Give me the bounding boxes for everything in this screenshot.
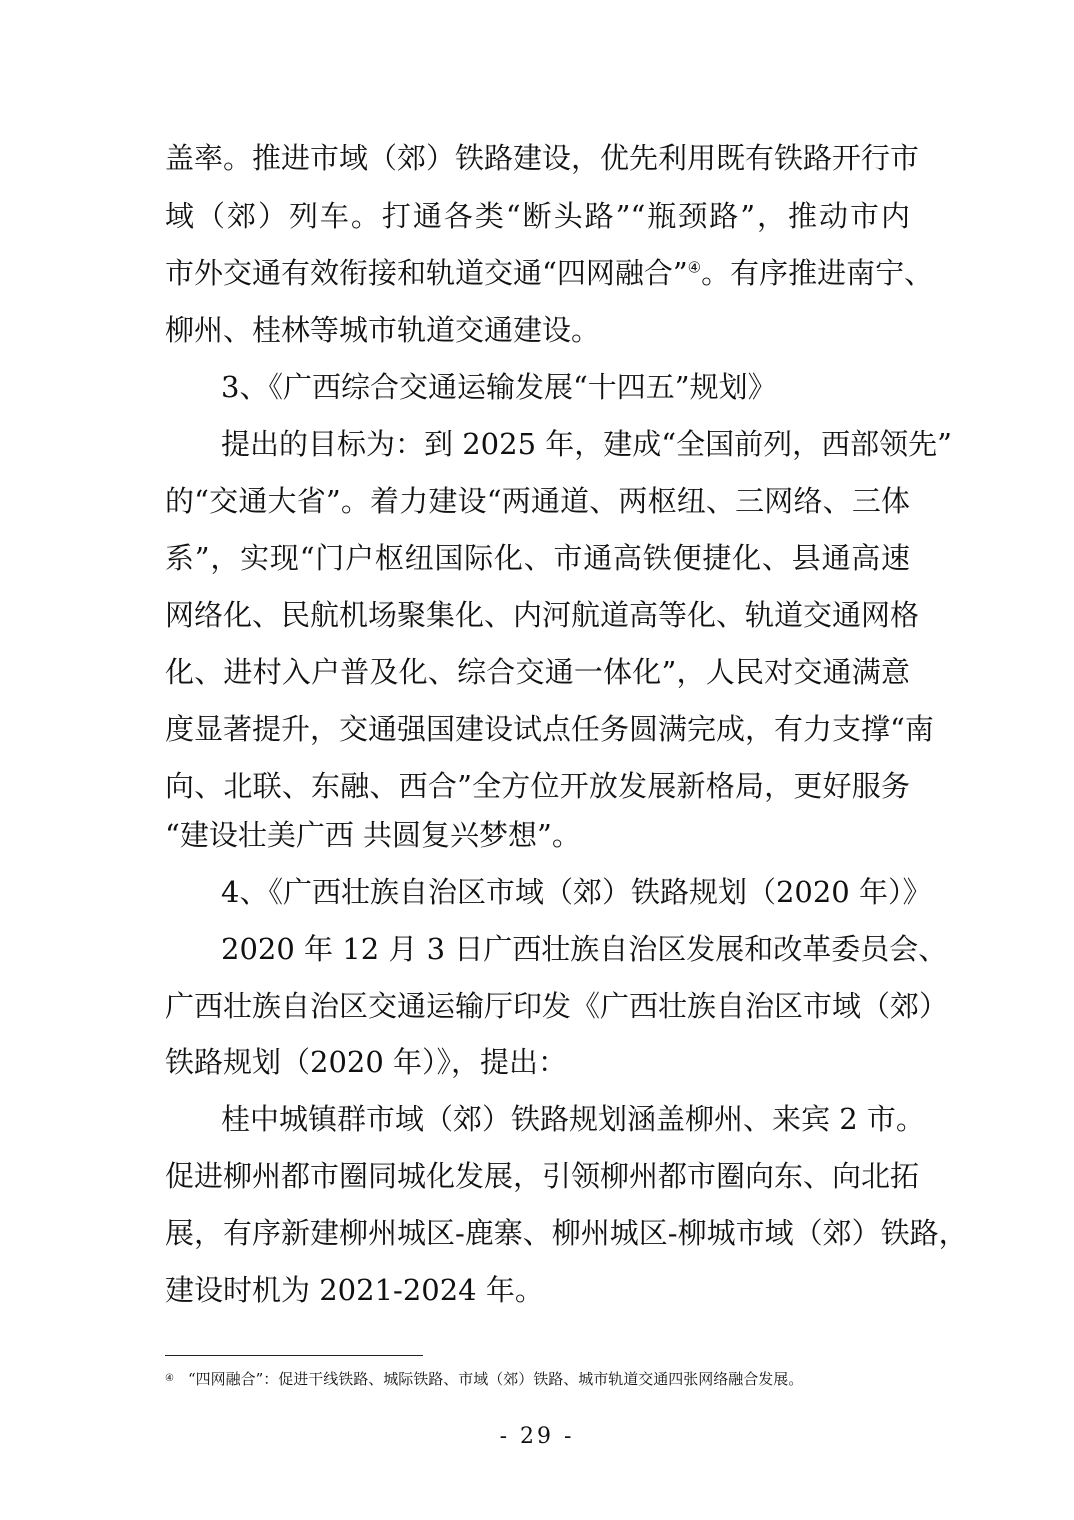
paragraph-line: 桂中城镇群市域（郊）铁路规划涵盖柳州、来宾 2 市。 [221, 1102, 925, 1136]
paragraph-line: 化、进村入户普及化、综合交通一体化”，人民对交通满意 [165, 655, 910, 689]
footnote-divider [165, 1355, 423, 1356]
paragraph-line: 建设时机为 2021-2024 年。 [165, 1273, 544, 1307]
paragraph-line: “建设壮美广西 共圆复兴梦想”。 [165, 818, 581, 852]
footnote-text: “四网融合”：促进干线铁路、城际铁路、市域（郊）铁路、城市轨道交通四张网络融合发展。 [187, 1370, 804, 1388]
paragraph-line: 域（郊）列车。打通各类“断头路”“瓶颈路”，推动市内 [165, 199, 910, 233]
section-heading: 3、《广西综合交通运输发展“十四五”规划》 [221, 370, 777, 404]
paragraph-line: 向、北联、东融、西合”全方位开放发展新格局，更好服务 [165, 769, 910, 803]
paragraph-line: 网络化、民航机场聚集化、内河航道高等化、轨道交通网格 [165, 598, 920, 632]
footnote [165, 1368, 803, 1390]
section-heading: 4、《广西壮族自治区市域（郊）铁路规划（2020 年）》 [221, 875, 932, 909]
paragraph-line: 的“交通大省”。着力建设“两通道、两枢纽、三网络、三体 [165, 484, 910, 518]
page-number: - 29 - [499, 1424, 575, 1449]
paragraph-line: 度显著提升，交通强国建设试点任务圆满完成，有力支撑“南 [165, 712, 934, 746]
line-text: 市外交通有效衔接和轨道交通“四网融合” [165, 256, 688, 290]
paragraph-line: 盖率。推进市域（郊）铁路建设，优先利用既有铁路开行市 [165, 141, 920, 175]
footnote-reference[interactable]: ④ [687, 258, 702, 277]
paragraph-line: 广西壮族自治区交通运输厅印发《广西壮族自治区市域（郊） [165, 989, 949, 1023]
paragraph-line: 促进柳州都市圈同城化发展，引领柳州都市圈向东、向北拓 [165, 1159, 920, 1193]
paragraph-line: 系”，实现“门户枢纽国际化、市通高铁便捷化、县通高速 [165, 541, 910, 575]
paragraph-line [165, 253, 934, 293]
line-text: 。有序推进南宁、 [701, 256, 934, 290]
paragraph-line: 提出的目标为：到 2025 年，建成“全国前列，西部领先” [221, 427, 952, 461]
paragraph-line: 2020 年 12 月 3 日广西壮族自治区发展和改革委员会、 [221, 932, 948, 966]
footnote-mark: ④ [165, 1373, 174, 1384]
paragraph-line: 展，有序新建柳州城区-鹿寨、柳州城区-柳城市域（郊）铁路， [165, 1216, 968, 1250]
paragraph-line: 铁路规划（2020 年）》，提出： [165, 1045, 568, 1079]
paragraph-line: 柳州、桂林等城市轨道交通建设。 [165, 313, 601, 347]
